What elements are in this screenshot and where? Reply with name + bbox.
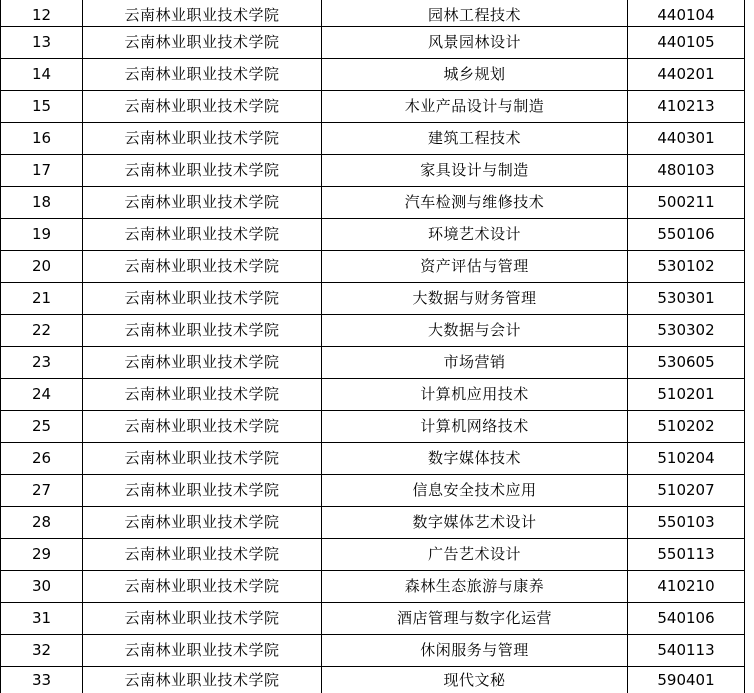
- row-index: 21: [1, 283, 83, 315]
- row-major-code: 540113: [628, 635, 745, 667]
- table-row: [1, 507, 745, 539]
- row-major-name: 休闲服务与管理: [322, 635, 628, 667]
- table-row: [1, 539, 745, 571]
- row-index: 12: [1, 0, 83, 27]
- row-major-name: 数字媒体艺术设计: [322, 507, 628, 539]
- row-school-name: 云南林业职业技术学院: [83, 571, 322, 603]
- row-major-code: 440104: [628, 0, 745, 27]
- row-major-name: 建筑工程技术: [322, 123, 628, 155]
- table-row: [1, 379, 745, 411]
- row-major-name: 计算机应用技术: [322, 379, 628, 411]
- row-school-name: 云南林业职业技术学院: [83, 187, 322, 219]
- row-index: 18: [1, 187, 83, 219]
- table-row: [1, 411, 745, 443]
- row-major-name: 市场营销: [322, 347, 628, 379]
- row-index: 28: [1, 507, 83, 539]
- row-major-name: 森林生态旅游与康养: [322, 571, 628, 603]
- row-major-code: 530301: [628, 283, 745, 315]
- row-index: 20: [1, 251, 83, 283]
- row-index: 15: [1, 91, 83, 123]
- row-major-code: 550113: [628, 539, 745, 571]
- table-row: [1, 27, 745, 59]
- row-major-code: 410210: [628, 571, 745, 603]
- row-major-name: 信息安全技术应用: [322, 475, 628, 507]
- row-major-name: 资产评估与管理: [322, 251, 628, 283]
- row-major-name: 大数据与财务管理: [322, 283, 628, 315]
- row-major-code: 410213: [628, 91, 745, 123]
- row-index: 25: [1, 411, 83, 443]
- table-row: [1, 667, 745, 693]
- row-index: 32: [1, 635, 83, 667]
- row-major-name: 家具设计与制造: [322, 155, 628, 187]
- row-major-code: 550103: [628, 507, 745, 539]
- row-index: 22: [1, 315, 83, 347]
- row-index: 14: [1, 59, 83, 91]
- row-index: 33: [1, 667, 83, 693]
- table-row: [1, 603, 745, 635]
- row-major-code: 500211: [628, 187, 745, 219]
- table-row: [1, 315, 745, 347]
- row-index: 13: [1, 27, 83, 59]
- row-school-name: 云南林业职业技术学院: [83, 411, 322, 443]
- row-school-name: 云南林业职业技术学院: [83, 507, 322, 539]
- table-row: [1, 187, 745, 219]
- row-major-code: 510204: [628, 443, 745, 475]
- row-index: 27: [1, 475, 83, 507]
- row-school-name: 云南林业职业技术学院: [83, 379, 322, 411]
- row-school-name: 云南林业职业技术学院: [83, 603, 322, 635]
- row-school-name: 云南林业职业技术学院: [83, 59, 322, 91]
- row-major-name: 数字媒体技术: [322, 443, 628, 475]
- row-major-name: 酒店管理与数字化运营: [322, 603, 628, 635]
- row-school-name: 云南林业职业技术学院: [83, 251, 322, 283]
- row-index: 30: [1, 571, 83, 603]
- row-major-name: 广告艺术设计: [322, 539, 628, 571]
- row-major-name: 现代文秘: [322, 667, 628, 693]
- table-row: [1, 155, 745, 187]
- row-major-name: 园林工程技术: [322, 0, 628, 27]
- row-school-name: 云南林业职业技术学院: [83, 667, 322, 693]
- table-row: [1, 443, 745, 475]
- row-index: 19: [1, 219, 83, 251]
- table-row: [1, 91, 745, 123]
- row-school-name: 云南林业职业技术学院: [83, 123, 322, 155]
- row-major-code: 440201: [628, 59, 745, 91]
- row-major-name: 大数据与会计: [322, 315, 628, 347]
- row-major-name: 计算机网络技术: [322, 411, 628, 443]
- row-major-code: 510201: [628, 379, 745, 411]
- row-school-name: 云南林业职业技术学院: [83, 219, 322, 251]
- row-major-name: 汽车检测与维修技术: [322, 187, 628, 219]
- row-school-name: 云南林业职业技术学院: [83, 155, 322, 187]
- row-major-code: 530302: [628, 315, 745, 347]
- table-row: [1, 635, 745, 667]
- row-index: 24: [1, 379, 83, 411]
- table-row: [1, 0, 745, 27]
- row-index: 17: [1, 155, 83, 187]
- row-major-name: 城乡规划: [322, 59, 628, 91]
- table-row: [1, 219, 745, 251]
- row-index: 16: [1, 123, 83, 155]
- row-school-name: 云南林业职业技术学院: [83, 27, 322, 59]
- row-major-code: 550106: [628, 219, 745, 251]
- table-row: [1, 347, 745, 379]
- row-major-name: 风景园林设计: [322, 27, 628, 59]
- row-major-name: 木业产品设计与制造: [322, 91, 628, 123]
- table-row: [1, 571, 745, 603]
- row-school-name: 云南林业职业技术学院: [83, 0, 322, 27]
- row-major-code: 530605: [628, 347, 745, 379]
- row-school-name: 云南林业职业技术学院: [83, 347, 322, 379]
- row-school-name: 云南林业职业技术学院: [83, 315, 322, 347]
- table-row: [1, 59, 745, 91]
- row-school-name: 云南林业职业技术学院: [83, 283, 322, 315]
- table-row: [1, 475, 745, 507]
- row-major-code: 530102: [628, 251, 745, 283]
- row-major-code: 510207: [628, 475, 745, 507]
- row-index: 26: [1, 443, 83, 475]
- row-major-code: 540106: [628, 603, 745, 635]
- row-major-code: 440105: [628, 27, 745, 59]
- row-major-code: 440301: [628, 123, 745, 155]
- row-school-name: 云南林业职业技术学院: [83, 475, 322, 507]
- table-body: [1, 0, 745, 693]
- row-index: 31: [1, 603, 83, 635]
- row-major-code: 480103: [628, 155, 745, 187]
- row-major-code: 590401: [628, 667, 745, 693]
- table-row: [1, 251, 745, 283]
- row-school-name: 云南林业职业技术学院: [83, 443, 322, 475]
- row-school-name: 云南林业职业技术学院: [83, 635, 322, 667]
- row-school-name: 云南林业职业技术学院: [83, 539, 322, 571]
- table-row: [1, 283, 745, 315]
- row-major-code: 510202: [628, 411, 745, 443]
- row-index: 29: [1, 539, 83, 571]
- row-index: 23: [1, 347, 83, 379]
- row-school-name: 云南林业职业技术学院: [83, 91, 322, 123]
- table-row: [1, 123, 745, 155]
- row-major-name: 环境艺术设计: [322, 219, 628, 251]
